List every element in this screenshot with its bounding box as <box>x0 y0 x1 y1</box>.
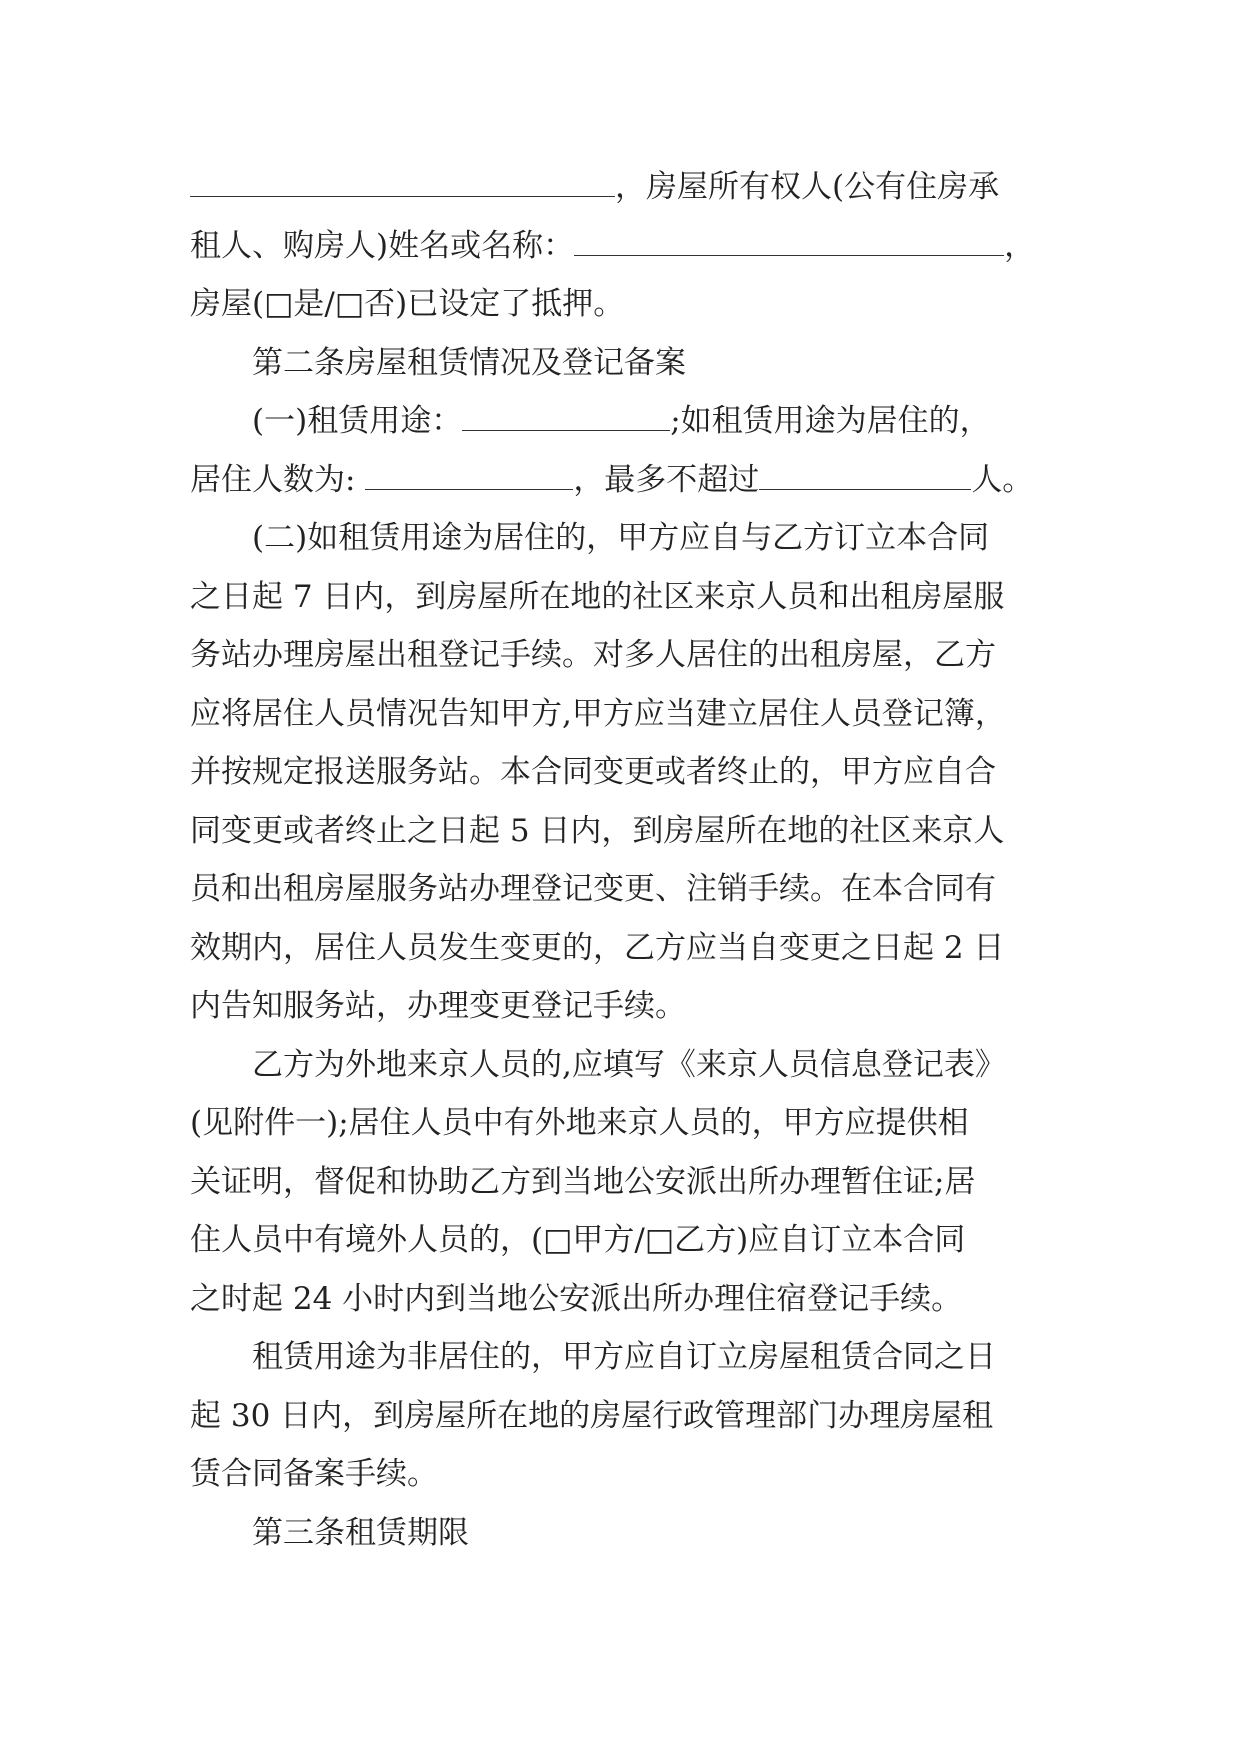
text-line-23 <box>190 1445 1050 1504</box>
text-line-8 <box>190 568 1050 627</box>
article-2-heading <box>190 334 1050 393</box>
purpose-label: (一)租赁用途： <box>252 403 463 439</box>
text-line-11 <box>190 743 1050 802</box>
text-line-7 <box>190 509 1050 568</box>
purpose-after-text: ;如租赁用途为居住的， <box>670 403 991 439</box>
text-line-18 <box>190 1153 1050 1212</box>
paragraph-text: 员和出租房屋服务站办理登记变更、注销手续。在本合同有 <box>190 871 996 907</box>
paragraph-text: 效期内，居住人员发生变更的，乙方应当自变更之日起 2 日 <box>190 929 1005 966</box>
text-line-9 <box>190 626 1050 685</box>
text-line-22 <box>190 1387 1050 1446</box>
paragraph-2-text: (二)如租赁用途为居住的，甲方应自与乙方订立本合同 <box>252 520 990 556</box>
fill-blank-owner-name[interactable] <box>574 231 1004 256</box>
article-3-title: 第三条租赁期限 <box>252 1514 469 1551</box>
article-3-heading <box>190 1504 1050 1563</box>
fill-blank-residents[interactable] <box>365 465 573 490</box>
comma-text: ， <box>1004 227 1036 264</box>
paragraph-text: 之日起 7 日内，到房屋所在地的社区来京人员和出租房屋服 <box>190 578 1005 615</box>
text-line-5 <box>190 392 1050 451</box>
text-line-17 <box>190 1094 1050 1153</box>
text-line-12 <box>190 802 1050 861</box>
text-line-10 <box>190 685 1050 744</box>
max-label: ，最多不超过 <box>573 461 760 498</box>
residents-label: 居住人数为: <box>190 461 356 498</box>
paragraph-text: 关证明，督促和协助乙方到当地公安派出所办理暂住证;居 <box>190 1163 976 1200</box>
text-line-1 <box>190 158 1050 217</box>
text-line-21 <box>190 1328 1050 1387</box>
fill-blank-purpose[interactable] <box>462 406 670 431</box>
paragraph-text: 租赁用途为非居住的，甲方应自订立房屋租赁合同之日 <box>252 1339 996 1375</box>
paragraph-text: 赁合同备案手续。 <box>190 1456 438 1492</box>
fill-blank-address[interactable] <box>190 172 615 197</box>
paragraph-text: 之时起 24 小时内到当地公安派出所办理住宿登记手续。 <box>190 1280 963 1317</box>
paragraph-text: 住人员中有境外人员的，(□甲方/□乙方)应自订立本合同 <box>190 1222 966 1258</box>
text-line-16 <box>190 1036 1050 1095</box>
document-body <box>190 158 1050 1562</box>
text-line-15 <box>190 977 1050 1036</box>
text-line-2 <box>190 217 1050 276</box>
text-line-19 <box>190 1211 1050 1270</box>
mortgage-text: 房屋(□是/□否)已设定了抵押。 <box>190 286 625 322</box>
paragraph-text: 应将居住人员情况告知甲方,甲方应当建立居住人员登记簿， <box>190 695 1006 732</box>
paragraph-text: 内告知服务站，办理变更登记手续。 <box>190 988 686 1024</box>
paragraph-text: 务站办理房屋出租登记手续。对多人居住的出租房屋，乙方 <box>190 637 996 673</box>
text-line-14 <box>190 919 1050 978</box>
owner-label-text: ，房屋所有权人(公有住房承 <box>615 169 1000 205</box>
paragraph-text: 起 30 日内，到房屋所在地的房屋行政管理部门办理房屋租 <box>190 1397 994 1434</box>
person-unit-text: 人。 <box>971 461 1034 498</box>
text-line-13 <box>190 860 1050 919</box>
paragraph-text: 同变更或者终止之日起 5 日内，到房屋所在地的社区来京人 <box>190 812 1005 849</box>
text-line-6 <box>190 451 1050 510</box>
paragraph-text: 并按规定报送服务站。本合同变更或者终止的，甲方应自合 <box>190 754 996 790</box>
article-2-title: 第二条房屋租赁情况及登记备案 <box>252 344 686 381</box>
fill-blank-max-residents[interactable] <box>759 465 971 490</box>
paragraph-text: (见附件一);居住人员中有外地来京人员的，甲方应提供相 <box>190 1105 969 1141</box>
text-line-3 <box>190 275 1050 334</box>
text-line-20 <box>190 1270 1050 1329</box>
owner-name-label: 租人、购房人)姓名或名称： <box>190 227 575 264</box>
paragraph-text: 乙方为外地来京人员的,应填写《来京人员信息登记表》 <box>252 1046 1006 1083</box>
